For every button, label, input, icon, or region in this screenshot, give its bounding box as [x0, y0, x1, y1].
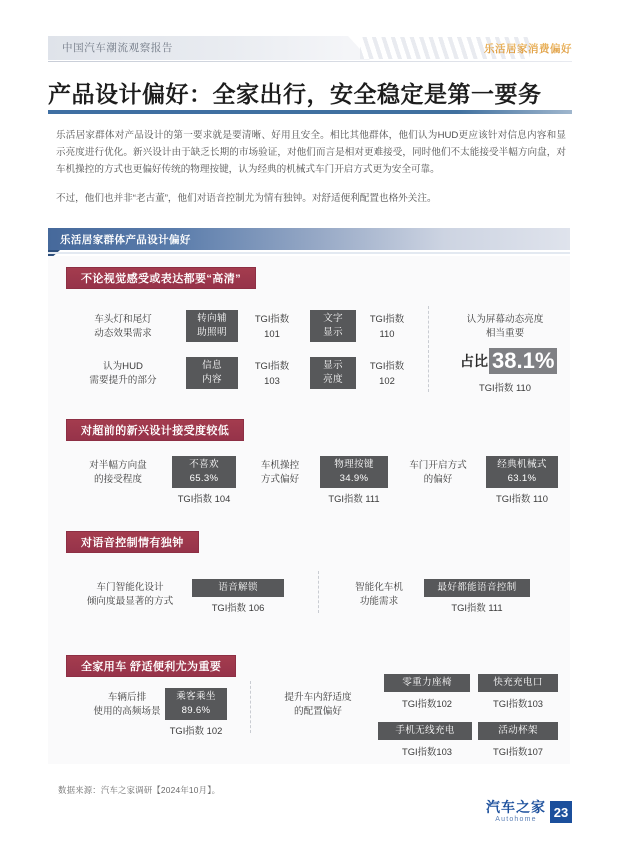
block4-chip-3: 快充充电口 — [478, 674, 558, 692]
title-underline — [48, 110, 572, 114]
block1-question-2: 认为HUD 需要提升的部分 — [89, 361, 157, 386]
section-bar — [48, 228, 570, 250]
block3-question-2: 智能化车机 功能需求 — [355, 582, 403, 607]
block-label-2-text: 对超前的新兴设计接受度较低 — [81, 425, 230, 437]
header-rule — [48, 61, 572, 62]
block2-tgi-1: TGI指数 104 — [177, 493, 231, 504]
lead-paragraph-1: 乐活居家群体对产品设计的第一要求就是要清晰、好用且安全。相比其他群体，他们认为HUD更应该针对信息内容和显示亮度进行优化。新兴设计由于缺乏长期的市场验证，对他们而言是相对更难接受，同时他们不太能接受半幅方向盘，对车机操控的方式也更偏好传统的物理按键，认为经典的机械式车门开启方式更为安全可靠。 — [56, 130, 566, 175]
block3-divider — [318, 571, 319, 613]
block2-tgi-2: TGI指数 111 — [328, 493, 380, 504]
block1-highlight-prefix: 占比 — [460, 353, 488, 369]
block-label-1 — [66, 267, 256, 289]
block3-chip-1: 语音解锁 — [192, 579, 284, 597]
logo-text — [486, 800, 546, 824]
logo-chinese-name: 汽车之家 — [486, 799, 546, 815]
block3-tgi-2: TGI指数 111 — [451, 602, 503, 613]
block1-divider — [428, 306, 429, 392]
block-label-4-text: 全家用车 舒适便利尤为重要 — [81, 661, 222, 673]
block1-question-1: 车头灯和尾灯 动态效果需求 — [94, 314, 152, 339]
data-source-note: 数据来源：汽车之家调研【2024年10月】。 — [58, 785, 221, 795]
block4-tgi-4: TGI指数103 — [401, 746, 452, 757]
block2-chip-2: 物理按键 34.9% — [320, 456, 388, 488]
block-label-3-text: 对语音控制情有独钟 — [81, 537, 184, 549]
page-header — [0, 36, 620, 66]
block4-chip-5: 活动杯架 — [478, 722, 558, 740]
block1-tgi-value-2: 103 — [264, 375, 280, 386]
block1-highlight-tgi: TGI指数 110 — [479, 382, 531, 393]
block1-tgi-value-1: 101 — [264, 328, 280, 339]
block1-tgi-label-4: TGI指数 — [369, 360, 405, 371]
block3-tgi-1: TGI指数 106 — [211, 602, 265, 613]
logo-english-name: Autohome — [495, 816, 537, 823]
header-report-name: 中国汽车潮流观察报告 — [62, 42, 173, 54]
section-bar-underline — [48, 252, 570, 254]
block1-tgi-value-4: 102 — [379, 375, 395, 386]
block1-highlight-percentage — [460, 348, 557, 374]
block4-divider — [250, 681, 251, 733]
section-bar-label: 乐活居家群体产品设计偏好 — [60, 234, 191, 246]
block4-chip-2: 零重力座椅 — [384, 674, 470, 692]
lead-paragraph-2: 不过，他们也并非“老古董”，他们对语音控制尤为情有独钟。对舒适便利配置也格外关注。 — [56, 193, 437, 204]
block4-tgi-2: TGI指数102 — [401, 698, 452, 709]
block1-chip-2: 信息 内容 — [186, 357, 238, 389]
block1-tgi-label-2: TGI指数 — [254, 360, 290, 371]
block3-question-1: 车门智能化设计 倾向度最显著的方式 — [86, 582, 174, 607]
block-label-1-text: 不论视觉感受或表达都要“高清” — [81, 273, 241, 285]
block4-tgi-3: TGI指数103 — [492, 698, 543, 709]
block3-chip-2: 最好都能语音控制 — [424, 579, 530, 597]
block2-chip-3: 经典机械式 63.1% — [486, 456, 558, 488]
block-label-3 — [66, 531, 199, 553]
block4-chip-4: 手机无线充电 — [378, 722, 472, 740]
block-label-4 — [66, 655, 236, 677]
block2-chip-1: 不喜欢 65.3% — [172, 456, 236, 488]
block1-highlight-caption-2: 相当重要 — [485, 328, 525, 339]
block1-chip-3: 文字 显示 — [310, 310, 356, 342]
autohome-logo — [486, 800, 572, 824]
block4-tgi-5: TGI指数107 — [492, 746, 543, 757]
block1-highlight-value: 38.1% — [489, 348, 557, 374]
block2-question-1: 对半幅方向盘 的接受程度 — [89, 460, 147, 485]
block4-question-1: 车辆后排 使用的高频场景 — [93, 692, 161, 717]
block4-question-2: 提升车内舒适度 的配置偏好 — [284, 692, 352, 717]
header-chapter-name: 乐活居家消费偏好 — [484, 43, 572, 55]
block2-question-3: 车门开启方式 的偏好 — [409, 460, 467, 485]
page-number-badge: 23 — [550, 801, 572, 823]
block2-tgi-3: TGI指数 110 — [496, 493, 548, 504]
block1-tgi-label-1: TGI指数 — [254, 313, 290, 324]
block1-tgi-value-3: 110 — [379, 328, 395, 339]
block1-highlight-caption-1: 认为屏幕动态亮度 — [466, 314, 544, 325]
block4-tgi-1: TGI指数 102 — [169, 725, 223, 736]
block2-question-2: 车机操控 方式偏好 — [260, 460, 300, 485]
block1-chip-1: 转向辅 助照明 — [186, 310, 238, 342]
block1-tgi-label-3: TGI指数 — [369, 313, 405, 324]
block1-chip-4: 显示 亮度 — [310, 357, 356, 389]
block4-chip-1: 乘客乘坐 89.6% — [165, 688, 227, 720]
block-label-2 — [66, 419, 244, 441]
page-title: 产品设计偏好：全家出行，安全稳定是第一要务 — [48, 81, 542, 107]
